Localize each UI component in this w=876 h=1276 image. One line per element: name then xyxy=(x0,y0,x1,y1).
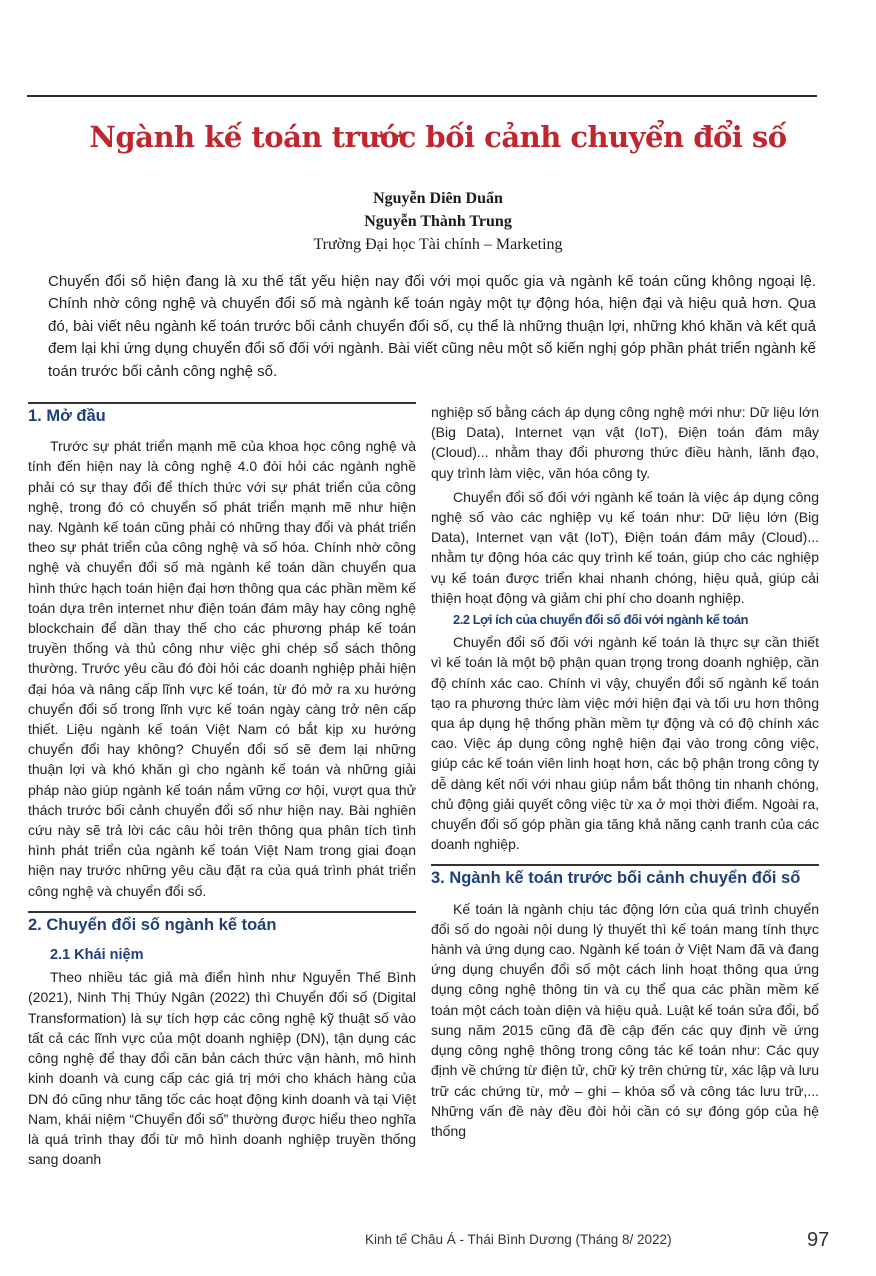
abstract: Chuyển đổi số hiện đang là xu thế tất yếu hiện nay đối với mọi quốc gia và ngành kế toán cũng không ngoại lệ. Chính nhờ công nghệ và chuyển đổi số mà ngành kế toán ngày một tự động hóa, hiện đại và hiệu quả hơn. Qua đó, bài viết nêu ngành kế toán trước bối cảnh chuyển đổi số, cụ thể là những thuận lợi, những khó khăn và kết quả đem lại khi ứng dụng chuyển đổi số đối với ngành. Bài viết cũng nêu một số kiến nghị góp phần phát triển ngành kế toán trước bối cảnh công nghệ số. xyxy=(48,273,816,380)
article-title: Ngành kế toán trước bối cảnh chuyển đổi số xyxy=(89,120,787,154)
author-affiliation: Trường Đại học Tài chính – Marketing xyxy=(313,236,563,253)
journal-name: Kinh tế Châu Á - Thái Bình Dương (Tháng 8/ 2022) xyxy=(365,1232,672,1247)
author-name: Nguyễn Thành Trung xyxy=(364,213,512,230)
section-heading-wrap xyxy=(28,402,416,426)
author-block xyxy=(0,187,876,256)
concept-paragraph: Theo nhiều tác giả mà điển hình như Nguyễn Thế Bình (2021), Ninh Thị Thúy Ngân (2022) thì Chuyển đổi số (Digital Transformation) là sự tích hợp các công nghệ kỹ thuật số vào tất cả các lĩnh vực của một doanh nghiệp (DN), tận dụng các công nghệ để thay đổi căn bản cách thức vận hành, mô hình kinh doanh và cung cấp các giá trị mới cho khách hàng của DN đó cũng như tăng tốc các hoạt động kinh doanh và tại Việt Nam, khái niệm “Chuyển đổi số” thường được hiểu theo nghĩa là quá trình thay đổi từ mô hình doanh nghiệp truyền thống sang doanh xyxy=(28,969,416,1168)
intro-paragraph: Trước sự phát triển mạnh mẽ của khoa học công nghệ và tính đến hiện nay là công nghệ 4.0 đòi hỏi các ngành nghề phải có sự thay đổi để thích thức với sự phát triển của công nghệ, trong đó có chuyển số phát triển mạnh mẽ như hiện nay. Ngành kế toán cũng phải có những thay đổi và phát triển theo sự phát triển của công nghệ và số hóa. Chính nhờ công nghệ và chuyển đổi số mà ngành kế toán dần chuyển qua hình thức hạch toán hiện đại hơn thông qua các phần mềm kế toán dựa trên internet như điện toán đám mây hay công nghệ blockchain để dần thay thế cho các phương pháp kế toán truyền thống và thủ công như việc ghi chép sổ sách thông thường. Trước yêu cầu đó đòi hỏi các doanh nghiệp phải hiện đại hóa và nâng cấp lĩnh vực kế toán, từ đó mở ra xu hướng chuyển đổi số trong lĩnh vực kế toán ngày càng trở nên cấp thiết. Liệu ngành kế toán Việt Nam có bắt kịp xu hướng chuyển đổi hay không? Chuyển đổi số sẽ đem lại những thuận lợi và khó khăn gì cho ngành kế toán và những giải pháp nào giúp ngành kế toán nắm vững cơ hội, vượt qua thử thách trước bối cảnh chuyển đổi số như hiện nay. Bài nghiên cứu này sẽ trả lời các câu hỏi trên thông qua phân tích tình hình phát triển của ngành kế toán Việt Nam trong giai đoạn hiện nay trước những yêu cầu đặt ra của quá trình phát triển công nghệ và chuyển đổi số. xyxy=(28,438,416,899)
author-name: Nguyễn Diên Duẩn xyxy=(373,190,503,207)
subsection-heading-benefits: 2.2 Lợi ích của chuyển đổi số đối với ngành kế toán xyxy=(453,612,749,628)
right-column xyxy=(431,402,819,1141)
left-column xyxy=(28,402,416,1169)
benefits-paragraph: Chuyển đổi số đối với ngành kế toán là thực sự cần thiết vì kế toán là một bộ phận quan trọng trong doanh nghiệp, cần độ chính xác cao. Chính vì vậy, chuyển đổi số ngành kế toán tạo ra phương thức làm việc mới hiện đại và tối ưu hơn thông qua áp dụng hệ thống phần mềm tự động và có độ chính xác cao. Việc áp dụng công nghệ hiện đại vào trong công việc, giúp các kế toán viên linh hoạt hơn, các bộ phận trong công ty dễ dàng kết nối với nhau giúp nắm bắt thông tin nhanh chóng, chủ động giải quyết công việc từ xa ở mọi thời điểm. Ngoài ra, chuyển đổi số góp phần gia tăng khả năng cạnh tranh của các doanh nghiệp. xyxy=(431,634,819,853)
page-number: 97 xyxy=(807,1229,830,1251)
section-heading-intro: 1. Mở đầu xyxy=(28,407,106,425)
section-heading-context: 3. Ngành kế toán trước bối cảnh chuyển đổi số xyxy=(431,869,801,888)
section-heading-digital-transformation: 2. Chuyển đổi số ngành kế toán xyxy=(28,915,277,934)
section-heading-wrap xyxy=(28,911,416,935)
context-paragraph: Kế toán là ngành chịu tác động lớn của quá trình chuyển đổi số do ngoài nội dung lý thuyết thì kế toán mang tính thực hành và ứng dụng cao. Ngành kế toán ở Việt Nam đã và đang ứng dụng chuyển đổi số một cách linh hoạt thông qua ứng dụng công nghệ thông tin và cụ thể qua các phần mềm kế toán một cách toàn diện và hiệu quả. Luật kế toán sửa đổi, bổ sung năm 2015 cũng đã đề cập đến các quy định về ứng dụng công nghệ thông trong công tác kế toán như: Các quy định về chứng từ điện tử, chữ ký trên chứng từ, xác lập và lưu trữ các chứng từ, mở – ghi – khóa sổ và công tác lưu trữ,... Những vấn đề này đều đòi hỏi cần có sự đóng góp của hệ thống xyxy=(431,900,819,1139)
section-heading-wrap xyxy=(431,864,819,888)
concept-paragraph-continued: nghiệp số bằng cách áp dụng công nghệ mới như: Dữ liệu lớn (Big Data), Internet vạn vật (IoT), Điện toán đám mây (Cloud)... nhằm thay đổi phương thức điều hành, lãnh đạo, quy trình làm việc, văn hóa công ty. xyxy=(431,404,819,481)
top-rule xyxy=(27,95,817,97)
definition-paragraph: Chuyển đổi số đối với ngành kế toán là việc áp dụng công nghệ số vào các nghiệp vụ kế toán như: Dữ liệu lớn (Big Data), Internet vạn vật (IoT), Điện toán đám mây (Cloud)... nhằm tự động hóa các quy trình kế toán, giúp cho các nghiệp vụ kế toán được triển khai nhanh chóng, hiệu quả, giúp cải thiện hoạt động và giảm chi phí cho doanh nghiệp. xyxy=(431,488,819,606)
subsection-heading-concept: 2.1 Khái niệm xyxy=(50,947,144,964)
